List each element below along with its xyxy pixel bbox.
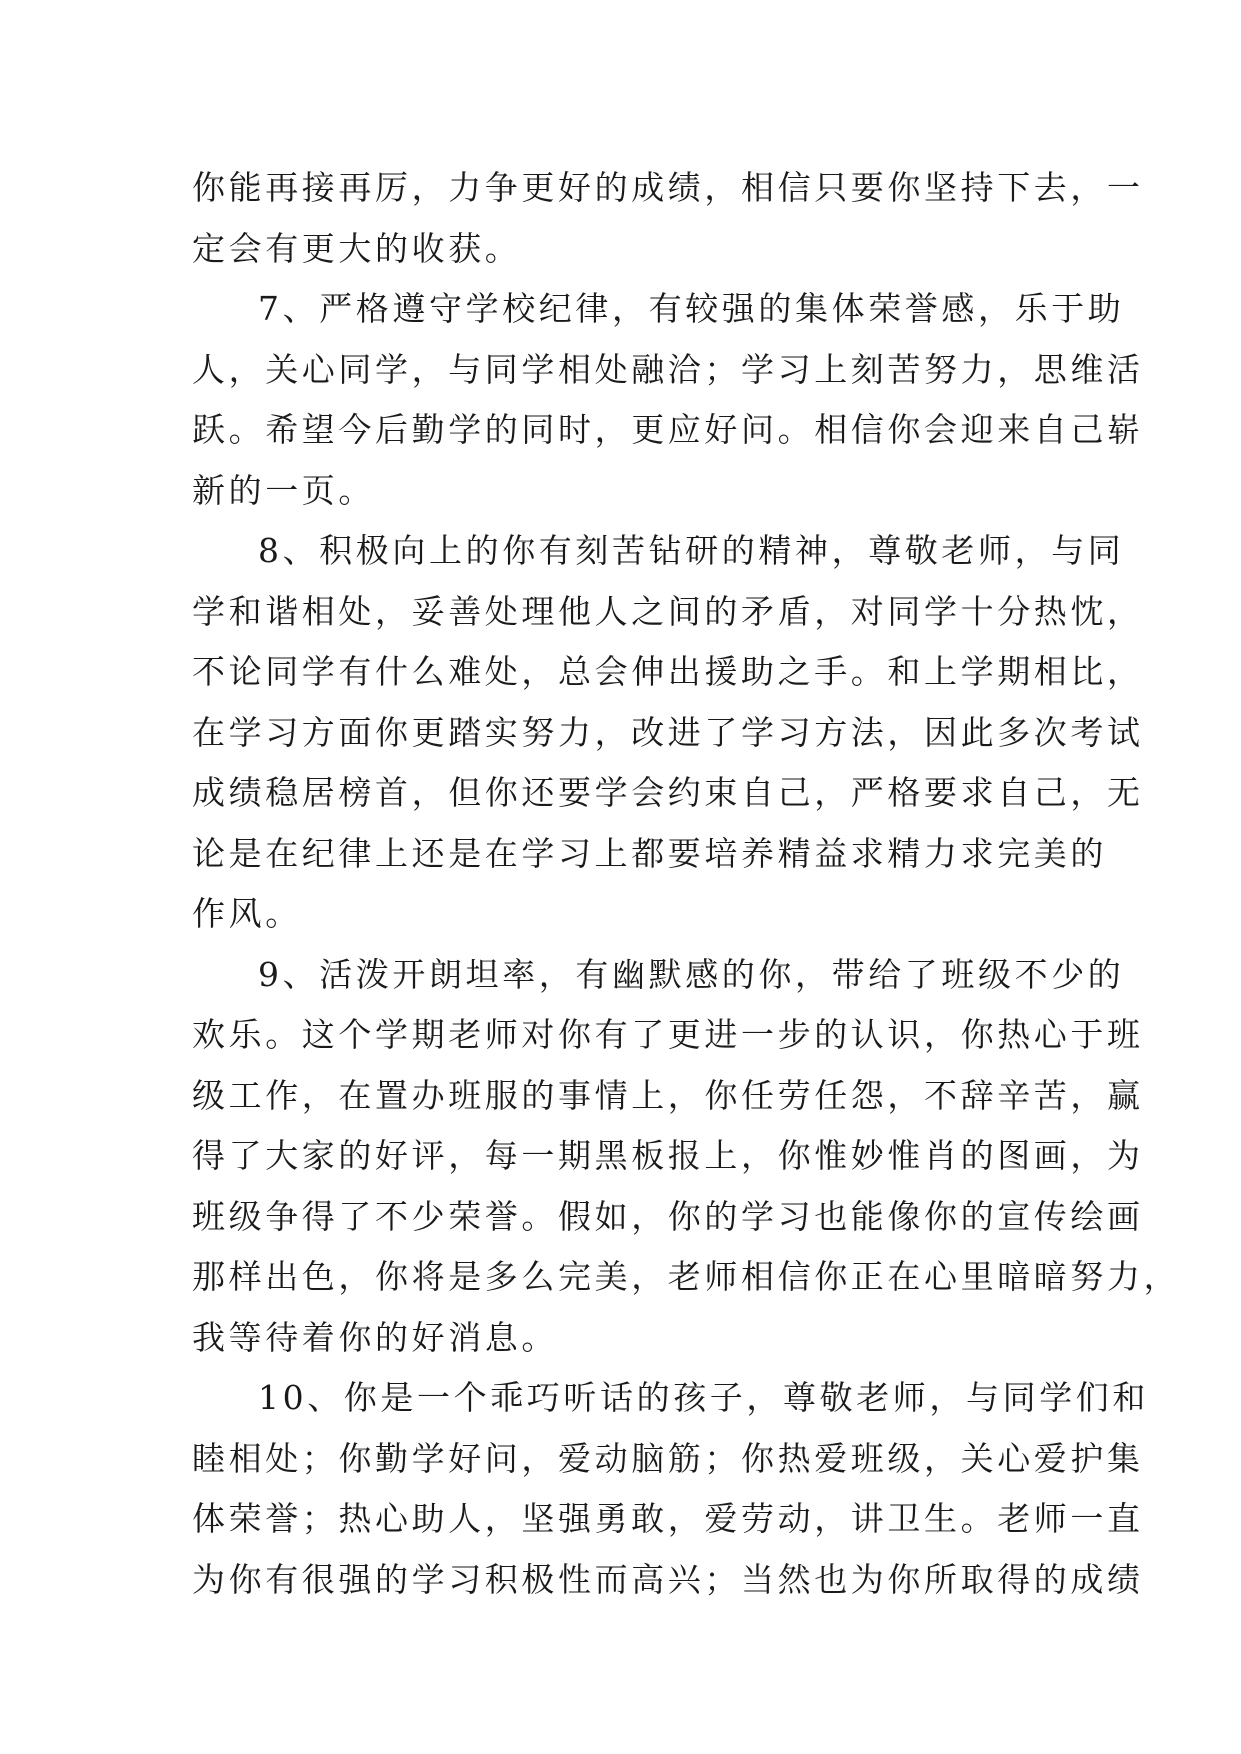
document-body: [192, 158, 1181, 1610]
text-line: 体荣誉；热心助人，坚强勇敢，爱劳动，讲卫生。老师一直: [192, 1499, 1144, 1538]
text-line: 班级争得了不少荣誉。假如，你的学习也能像你的宣传绘画: [192, 1196, 1144, 1236]
text-line: 为你有很强的学习积极性而高兴；当然也为你所取得的成绩: [192, 1559, 1144, 1599]
text-line: 学和谐相处，妥善处理他人之间的矛盾，对同学十分热忱，: [192, 591, 1144, 631]
text-line: 得了大家的好评，每一期黑板报上，你惟妙惟肖的图画，为: [192, 1136, 1144, 1175]
text-line: 不论同学有什么难处，总会伸出援助之手。和上学期相比，: [192, 652, 1144, 691]
text-line: 你能再接再厉，力争更好的成绩，相信只要你坚持下去，一: [192, 168, 1144, 207]
text-line: 定会有更大的收获。: [192, 228, 522, 268]
text-line: 我等待着你的好消息。: [192, 1317, 558, 1357]
text-line: 欢乐。这个学期老师对你有了更进一步的认识，你热心于班: [192, 1015, 1144, 1054]
text-line: 人，关心同学，与同学相处融洽；学习上刻苦努力，思维活: [192, 349, 1144, 389]
paragraph-start-line: 8、积极向上的你有刻苦钻研的精神，尊敬老师，与同: [258, 531, 1125, 570]
text-line: 那样出色，你将是多么完美，老师相信你正在心里暗暗努力，: [192, 1257, 1181, 1296]
text-line: 跃。希望今后勤学的同时，更应好问。相信你会迎来自己崭: [192, 410, 1144, 449]
text-line: 睦相处；你勤学好问，爱动脑筋；你热爱班级，关心爱护集: [192, 1438, 1144, 1478]
paragraph-start-line: 10、你是一个乖巧听话的孩子，尊敬老师，与同学们和: [258, 1378, 1149, 1417]
text-line: 级工作，在置办班服的事情上，你任劳任怨，不辞辛苦，赢: [192, 1075, 1144, 1115]
text-line: 论是在纪律上还是在学习上都要培养精益求精力求完美的: [192, 833, 1107, 873]
text-line: 在学习方面你更踏实努力，改进了学习方法，因此多次考试: [192, 712, 1144, 752]
paragraph-start-line: 9、活泼开朗坦率，有幽默感的你，带给了班级不少的: [258, 954, 1125, 994]
text-line: 成绩稳居榜首，但你还要学会约束自己，严格要求自己，无: [192, 773, 1144, 812]
paragraph-start-line: 7、严格遵守学校纪律，有较强的集体荣誉感，乐于助: [258, 289, 1125, 328]
text-line: 作风。: [192, 894, 302, 933]
text-line: 新的一页。: [192, 470, 375, 510]
